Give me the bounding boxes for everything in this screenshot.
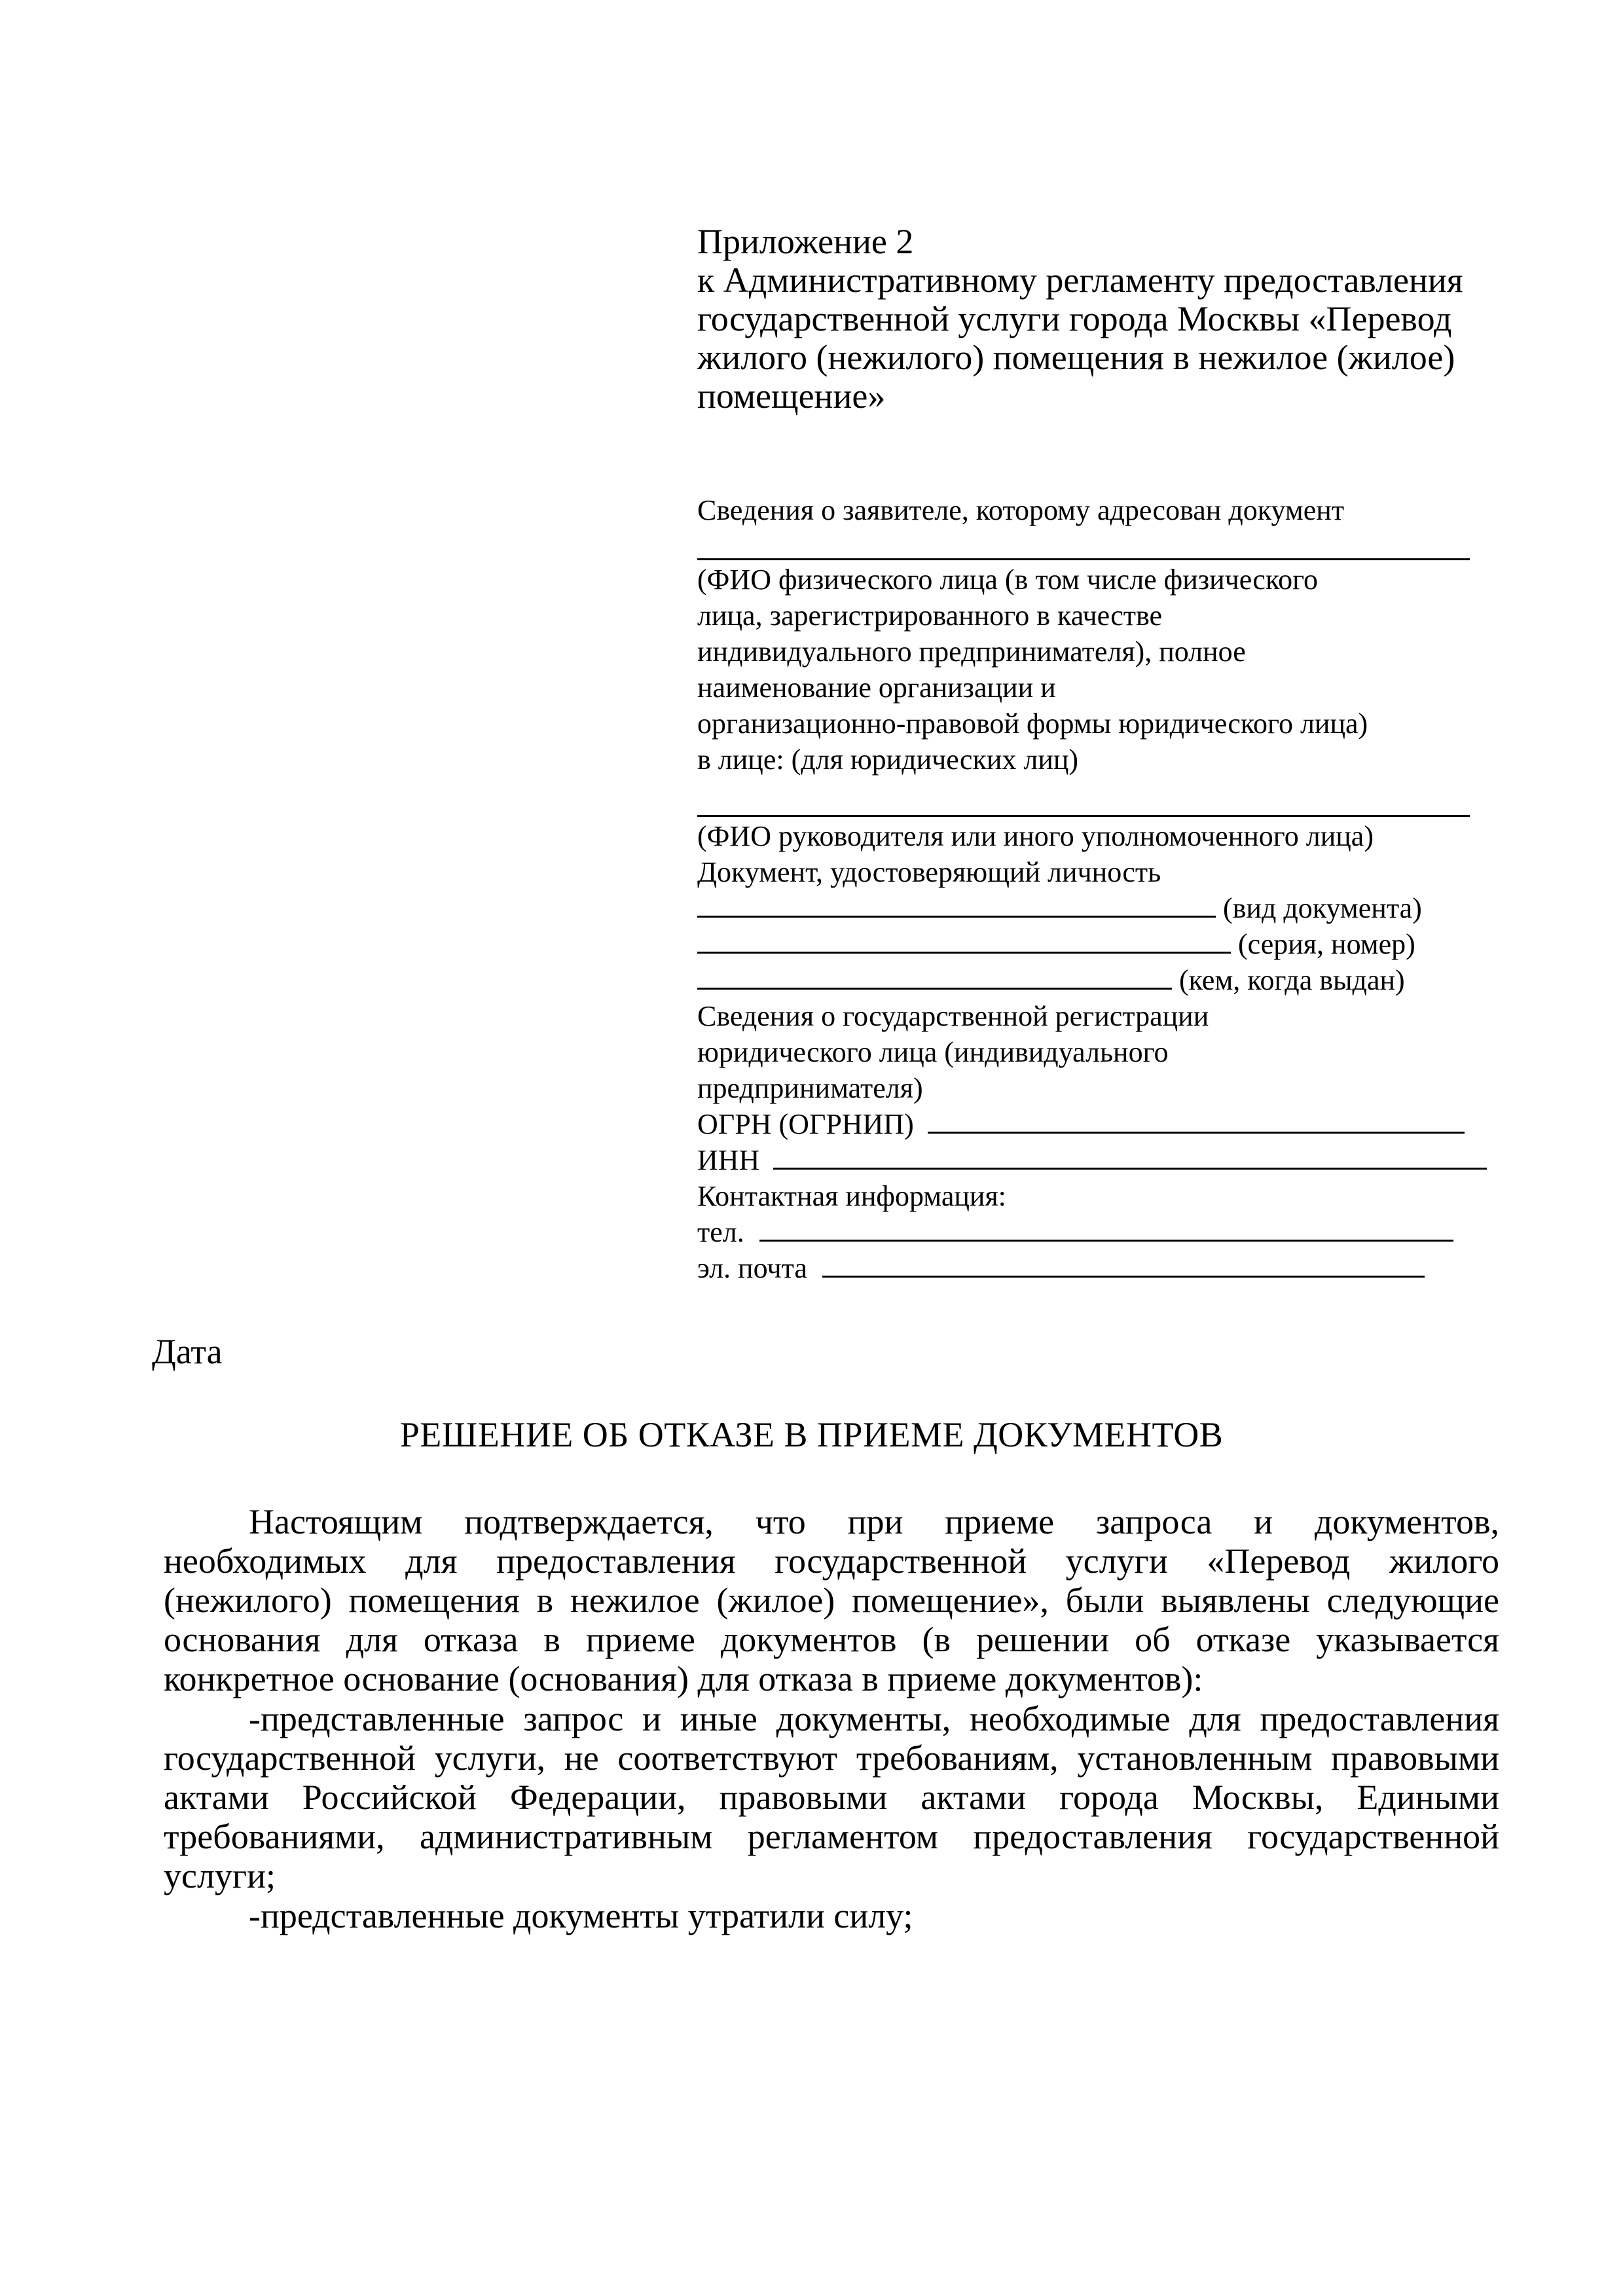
body-line: -представленные документы утратили силу; bbox=[249, 1896, 913, 1935]
body-line: необходимых для предоставления государственной услуги «Перевод жилого bbox=[164, 1541, 1499, 1581]
person-note-line: (ФИО физического лица (в том числе физического bbox=[697, 564, 1319, 596]
date-label: Дата bbox=[152, 1332, 223, 1371]
person-note-line: лица, зарегистрированного в качестве bbox=[697, 600, 1163, 632]
ogrn-field[interactable] bbox=[928, 1112, 1465, 1134]
person-note bbox=[697, 562, 1368, 778]
phone-field[interactable] bbox=[759, 1220, 1453, 1242]
person-note-line: индивидуального предпринимателя), полное bbox=[697, 636, 1246, 668]
appendix-header bbox=[697, 223, 1463, 416]
appendix-line: помещение» bbox=[697, 376, 886, 416]
doc-series-row bbox=[697, 926, 1415, 962]
person-note-line: в лице: (для юридических лиц) bbox=[697, 744, 1079, 776]
email-field[interactable] bbox=[822, 1256, 1425, 1278]
appendix-line: Приложение 2 bbox=[697, 222, 914, 261]
ogrn-label: ОГРН (ОГРНИП) bbox=[697, 1108, 914, 1140]
inn-field[interactable] bbox=[773, 1148, 1487, 1170]
body-line: требованиями, административным регламентом предоставления государственной bbox=[164, 1817, 1499, 1856]
reason-item bbox=[164, 1699, 1499, 1895]
person-note-line: организационно-правовой формы юридического лица) bbox=[697, 708, 1368, 740]
phone-label: тел. bbox=[697, 1216, 744, 1248]
body-line: Настоящим подтверждается, что при приеме запроса и документов, bbox=[249, 1502, 1499, 1541]
person-note-line: наименование организации и bbox=[697, 672, 1056, 704]
body-line: основания для отказа в приеме документов (в решении об отказе указывается bbox=[164, 1620, 1499, 1659]
doc-type-label: (вид документа) bbox=[1223, 892, 1422, 924]
ogrn-row bbox=[697, 1106, 1465, 1142]
registration-line: предпринимателя) bbox=[697, 1072, 923, 1104]
manager-name-field[interactable] bbox=[697, 815, 1470, 817]
body-line: услуги; bbox=[164, 1856, 276, 1895]
email-row bbox=[697, 1250, 1425, 1286]
id-doc-label: Документ, удостоверяющий личность bbox=[697, 856, 1161, 888]
phone-row bbox=[697, 1214, 1453, 1250]
body-line: -представленные запрос и иные документы, необходимые для предоставления bbox=[249, 1699, 1499, 1738]
doc-type-field[interactable] bbox=[697, 896, 1216, 918]
applicant-heading: Сведения о заявителе, которому адресован документ bbox=[697, 494, 1345, 526]
body-line: государственной услуги, не соответствуют требованиям, установленным правовыми bbox=[164, 1738, 1499, 1778]
body-line: актами Российской Федерации, правовыми актами города Москвы, Едиными bbox=[164, 1778, 1499, 1817]
appendix-line: государственной услуги города Москвы «Перевод bbox=[697, 299, 1452, 338]
doc-series-field[interactable] bbox=[697, 932, 1231, 954]
doc-issued-field[interactable] bbox=[697, 968, 1172, 990]
document-title: РЕШЕНИЕ ОБ ОТКАЗЕ В ПРИЕМЕ ДОКУМЕНТОВ bbox=[399, 1415, 1224, 1454]
doc-issued-row bbox=[697, 962, 1405, 998]
body-line: (нежилого) помещения в нежилое (жилое) помещение», были выявлены следующие bbox=[164, 1581, 1499, 1620]
registration-line: Сведения о государственной регистрации bbox=[697, 1000, 1209, 1032]
applicant-name-field[interactable] bbox=[697, 558, 1470, 560]
body-line: конкретное основание (основания) для отказа в приеме документов): bbox=[164, 1659, 1203, 1698]
email-label: эл. почта bbox=[697, 1252, 807, 1284]
reason-item bbox=[164, 1896, 1499, 1935]
manager-note: (ФИО руководителя или иного уполномоченного лица) bbox=[697, 820, 1374, 852]
registration-block bbox=[697, 998, 1209, 1106]
decision-paragraph bbox=[164, 1502, 1499, 1698]
appendix-line: жилого (нежилого) помещения в нежилое (жилое) bbox=[697, 338, 1455, 377]
appendix-line: к Административному регламенту предоставления bbox=[697, 260, 1463, 300]
registration-line: юридического лица (индивидуального bbox=[697, 1036, 1169, 1068]
doc-type-row bbox=[697, 890, 1422, 926]
inn-row bbox=[697, 1142, 1487, 1178]
contact-label: Контактная информация: bbox=[697, 1180, 1006, 1212]
inn-label: ИНН bbox=[697, 1144, 760, 1176]
doc-series-label: (серия, номер) bbox=[1238, 928, 1415, 960]
doc-issued-label: (кем, когда выдан) bbox=[1179, 964, 1405, 996]
